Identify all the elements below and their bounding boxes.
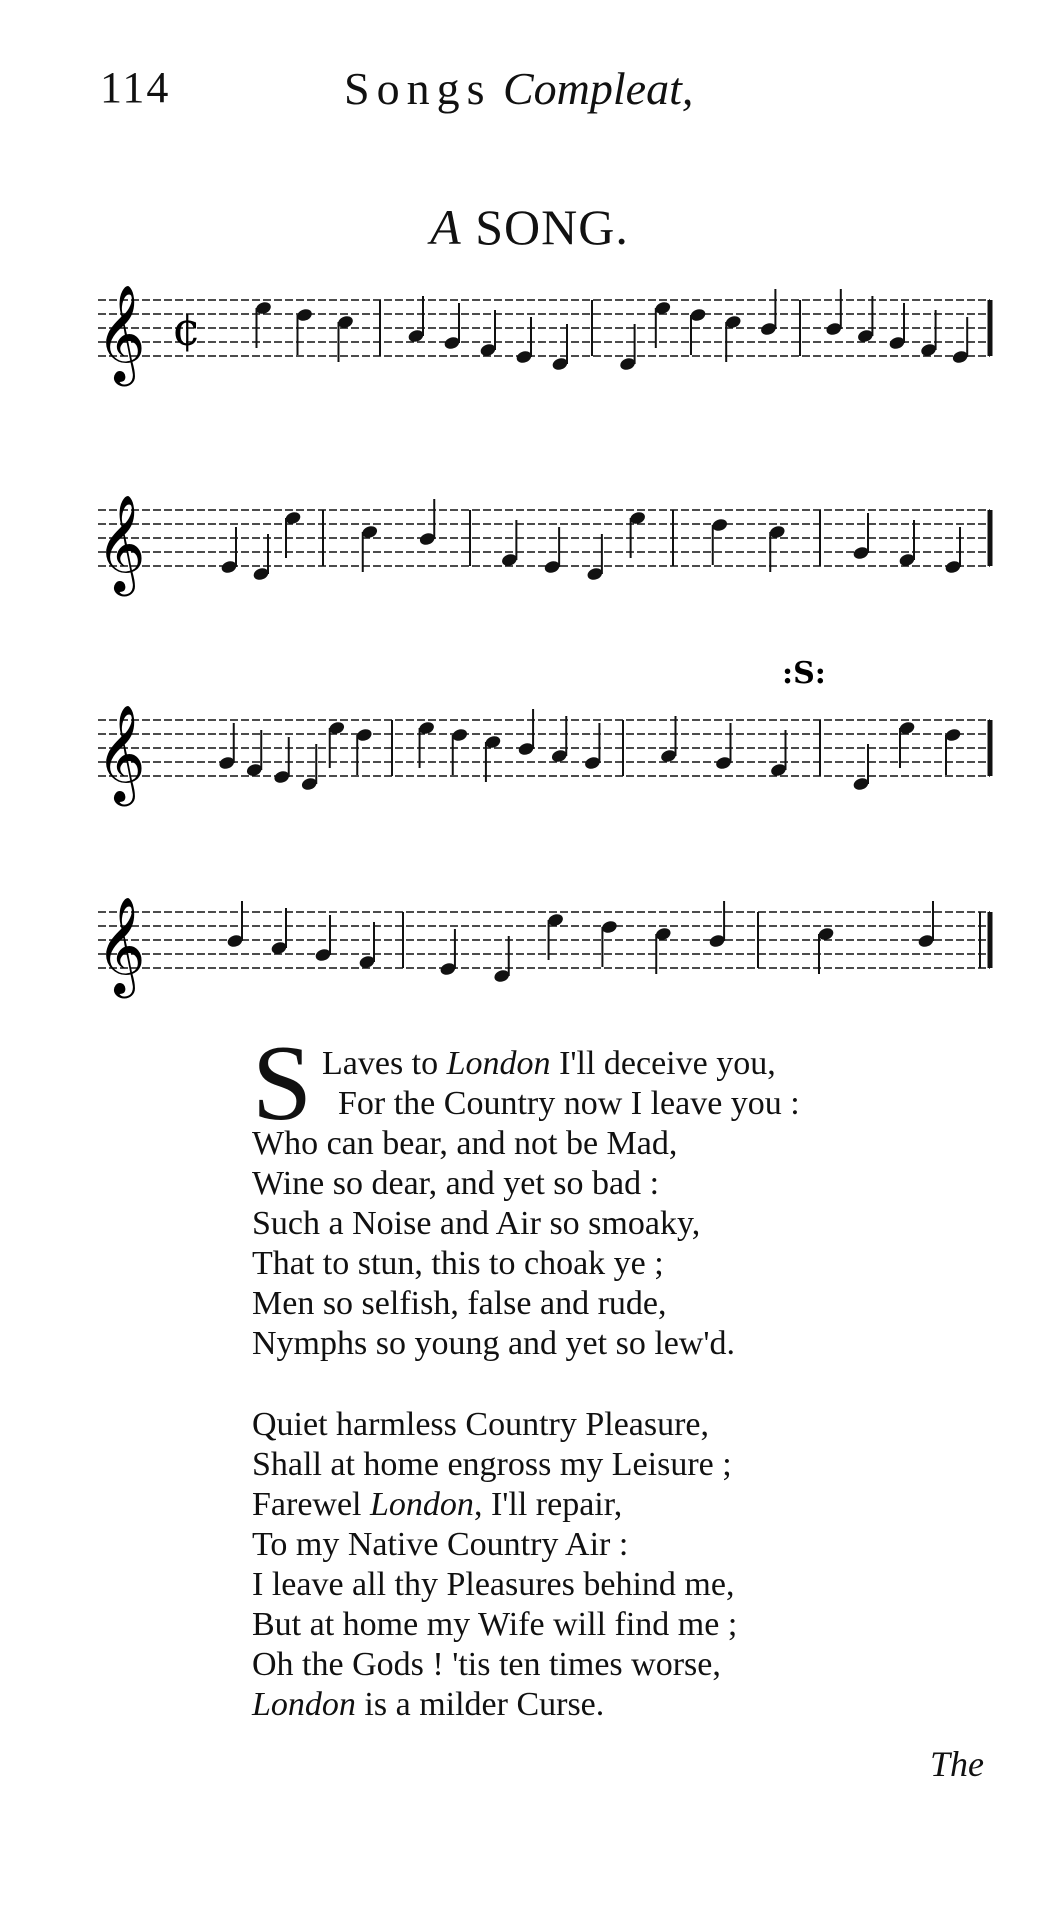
verse-line	[252, 1044, 800, 1084]
verse-text: is a milder Curse.	[355, 1686, 605, 1723]
verse-text: Farewel	[252, 1486, 371, 1523]
verse-1	[252, 1044, 800, 1364]
verse-line: Such a Noise and Air so smoaky,	[252, 1205, 701, 1242]
verse-text: I'll deceive you,	[550, 1045, 776, 1082]
verse-line: That to stun, this to choak ye ;	[252, 1245, 664, 1282]
verse-text-italic: London	[446, 1045, 551, 1082]
verse-line: Wine so dear, and yet so bad :	[252, 1165, 660, 1202]
treble-clef-icon: 𝄞	[96, 704, 146, 802]
song-title-article: A	[430, 199, 462, 255]
verse-text-italic: London	[370, 1486, 474, 1523]
verse-text-italic: London	[252, 1686, 356, 1723]
verse-2	[252, 1405, 737, 1725]
music-staves	[96, 284, 990, 998]
verse-line: Oh the Gods ! 'tis ten times worse,	[252, 1646, 721, 1683]
drop-cap: S	[252, 1024, 313, 1143]
verse-line: For the Country now I leave you :	[338, 1085, 800, 1122]
verse-line: Nymphs so young and yet so lew'd.	[252, 1325, 736, 1362]
verse-line: Quiet harmless Country Pleasure,	[252, 1406, 710, 1443]
catchword: The	[930, 1744, 984, 1784]
running-head-songs: Songs	[344, 63, 492, 114]
verse-line	[252, 1485, 737, 1525]
verse-line	[252, 1685, 737, 1725]
treble-clef-icon: 𝄞	[96, 284, 146, 382]
verse-text: , I'll repair,	[473, 1486, 623, 1523]
verse-line: But at home my Wife will find me ;	[252, 1606, 738, 1643]
page-number: 114	[100, 63, 171, 112]
verse-line: To my Native Country Air :	[252, 1526, 629, 1563]
treble-clef-icon: 𝄞	[96, 494, 146, 592]
song-title-word: SONG.	[475, 199, 629, 255]
verse-text: Laves to	[322, 1045, 447, 1082]
verse-line: Men so selfish, false and rude,	[252, 1285, 667, 1322]
verse-line: I leave all thy Pleasures behind me,	[252, 1566, 735, 1603]
verse-line: Shall at home engross my Leisure ;	[252, 1446, 732, 1483]
running-head-compleat: Compleat,	[502, 63, 694, 114]
time-signature-icon: ¢	[172, 302, 202, 356]
treble-clef-icon: 𝄞	[96, 896, 146, 994]
verse-line: Who can bear, and not be Mad,	[252, 1125, 678, 1162]
segno-sign: :S:	[782, 656, 826, 691]
